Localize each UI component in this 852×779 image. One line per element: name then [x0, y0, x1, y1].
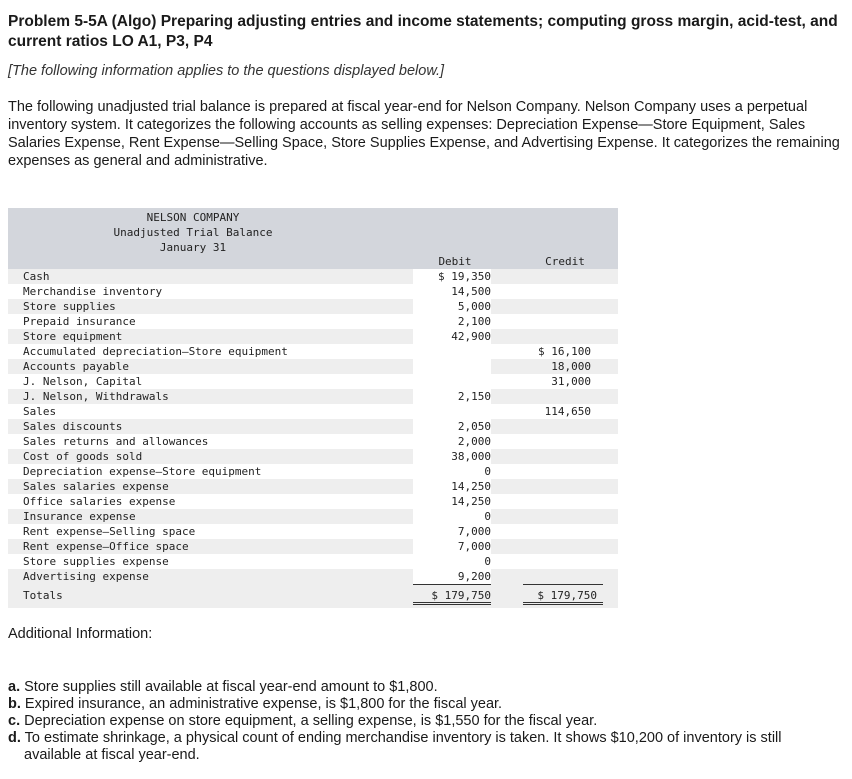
item-text: Depreciation expense on store equipment, a selling expense, is $1,550 for the fiscal year. [24, 713, 598, 729]
additional-info-item [8, 679, 848, 696]
table-row [8, 344, 618, 359]
credit-amount [523, 569, 603, 584]
debit-amount: 2,000 [413, 434, 491, 449]
table-row [8, 419, 618, 434]
table-row [8, 329, 618, 344]
account-name: Rent expense—Selling space [23, 525, 196, 538]
additional-info-item [8, 730, 848, 764]
debit-amount: 42,900 [413, 329, 491, 344]
debit-amount: $ 19,350 [413, 269, 491, 284]
debit-amount: 38,000 [413, 449, 491, 464]
table-row [8, 569, 618, 584]
credit-amount [523, 539, 603, 554]
item-text: To estimate shrinkage, a physical count of ending merchandise inventory is taken. It shows $10,200 of inventory is still [24, 730, 782, 746]
table-row [8, 509, 618, 524]
account-name: Store supplies expense [23, 555, 169, 568]
account-name: J. Nelson, Capital [23, 375, 143, 388]
table-row [8, 464, 618, 479]
account-name: Insurance expense [23, 510, 136, 523]
account-name: Sales returns and allowances [23, 435, 209, 448]
credit-amount [523, 284, 603, 299]
credit-amount [523, 434, 603, 449]
account-name: Sales salaries expense [23, 480, 169, 493]
credit-amount: 18,000 [551, 360, 591, 373]
table-row [8, 554, 618, 569]
table-row [8, 269, 618, 284]
account-name: Office salaries expense [23, 495, 176, 508]
credit-amount [523, 524, 603, 539]
credit-amount [523, 419, 603, 434]
additional-info-list [8, 679, 848, 764]
item-letter: b. [8, 696, 21, 712]
trial-balance-rows [8, 269, 618, 584]
account-name: Merchandise inventory [23, 285, 163, 298]
account-name: Prepaid insurance [23, 315, 136, 328]
credit-amount [523, 464, 603, 479]
account-name: Sales [23, 405, 57, 418]
debit-amount: 2,050 [413, 419, 491, 434]
table-row [8, 404, 618, 419]
debit-amount [413, 359, 491, 374]
account-name: J. Nelson, Withdrawals [23, 390, 169, 403]
table-row [8, 524, 618, 539]
credit-amount [523, 554, 603, 569]
item-letter: a. [8, 679, 21, 695]
debit-amount: 0 [413, 509, 491, 524]
table-row [8, 494, 618, 509]
table-row [8, 374, 618, 389]
table-row [8, 434, 618, 449]
statement-date: January 31 [159, 241, 227, 254]
trial-balance-heading [8, 210, 378, 255]
info-note: [The following information applies to the questions displayed below.] [8, 63, 445, 79]
intro-paragraph: The following unadjusted trial balance is prepared at fiscal year-end for Nelson Company. Nelson Company uses a perpetual inventory system. It categorizes the following accounts as selling expenses: Depreciation Expense—Store Equipment, Sales Salaries Expense, Rent Expense—Selling Space, Store Supplies Expense, and Advertising Expense. It categorizes the remaining expenses as general and administrative. [8, 99, 840, 169]
table-row [8, 314, 618, 329]
table-row [8, 299, 618, 314]
debit-amount: 7,000 [413, 539, 491, 554]
table-row [8, 389, 618, 404]
debit-amount [413, 404, 491, 419]
account-name: Store supplies [23, 300, 116, 313]
company-name: NELSON COMPANY [146, 211, 240, 224]
credit-amount: 31,000 [551, 375, 591, 388]
totals-debit: $ 179,750 [413, 584, 491, 605]
credit-amount: 114,650 [544, 405, 591, 418]
account-name: Accumulated depreciation—Store equipment [23, 345, 288, 358]
debit-amount: 9,200 [413, 569, 491, 584]
item-letter: d. [8, 730, 21, 746]
totals-label: Totals [23, 589, 63, 602]
table-row [8, 539, 618, 554]
credit-amount [523, 509, 603, 524]
item-text-continued: available at fiscal year-end. [24, 747, 200, 763]
debit-amount: 0 [413, 464, 491, 479]
debit-amount: 5,000 [413, 299, 491, 314]
debit-amount: 14,500 [413, 284, 491, 299]
debit-amount: 2,100 [413, 314, 491, 329]
table-row [8, 284, 618, 299]
credit-amount [523, 479, 603, 494]
debit-column-header: Debit [438, 255, 472, 268]
table-row [8, 449, 618, 464]
debit-amount: 14,250 [413, 494, 491, 509]
debit-amount: 14,250 [413, 479, 491, 494]
debit-amount: 2,150 [413, 389, 491, 404]
account-name: Store equipment [23, 330, 123, 343]
additional-info-item [8, 713, 848, 730]
account-name: Cost of goods sold [23, 450, 143, 463]
totals-credit: $ 179,750 [523, 584, 603, 605]
debit-amount: 7,000 [413, 524, 491, 539]
debit-amount: 0 [413, 554, 491, 569]
trial-balance-table [8, 208, 618, 608]
account-name: Rent expense—Office space [23, 540, 189, 553]
totals-row [8, 584, 618, 608]
credit-amount [523, 314, 603, 329]
additional-info-item [8, 696, 848, 713]
account-name: Depreciation expense—Store equipment [23, 465, 262, 478]
item-text: Expired insurance, an administrative expense, is $1,800 for the fiscal year. [24, 696, 503, 712]
statement-name: Unadjusted Trial Balance [113, 226, 273, 239]
credit-column-header: Credit [545, 255, 585, 268]
credit-amount [523, 494, 603, 509]
account-name: Advertising expense [23, 570, 149, 583]
account-name: Cash [23, 270, 50, 283]
table-row [8, 479, 618, 494]
additional-info-label: Additional Information: [8, 626, 153, 642]
debit-amount [413, 344, 491, 359]
account-name: Sales discounts [23, 420, 123, 433]
credit-amount [523, 449, 603, 464]
credit-amount [523, 389, 603, 404]
debit-amount [413, 374, 491, 389]
trial-balance-header [8, 208, 618, 269]
credit-amount: $ 16,100 [538, 345, 591, 358]
problem-title: Problem 5-5A (Algo) Preparing adjusting entries and income statements; computing gross margin, acid-test, and current ratios LO A1, P3, P4 [8, 13, 838, 50]
credit-amount [523, 329, 603, 344]
item-text: Store supplies still available at fiscal year-end amount to $1,800. [24, 679, 438, 695]
table-row [8, 359, 618, 374]
credit-amount [523, 269, 603, 284]
credit-amount [523, 299, 603, 314]
account-name: Accounts payable [23, 360, 129, 373]
item-letter: c. [8, 713, 21, 729]
